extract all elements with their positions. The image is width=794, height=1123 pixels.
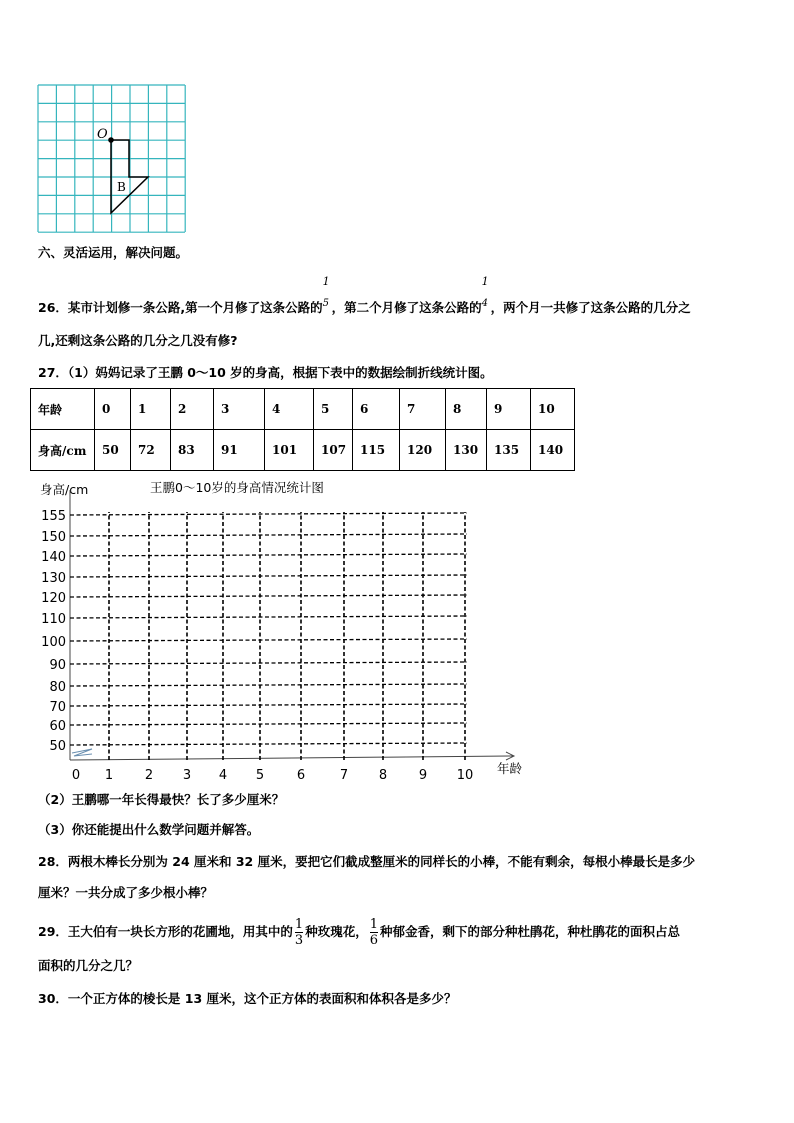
x-tick-label: 8	[378, 768, 388, 783]
fraction-one-third	[295, 917, 303, 948]
y-tick-label: 60	[49, 719, 66, 734]
h-gridline	[70, 639, 467, 641]
y-tick-label: 155	[41, 509, 66, 524]
section-title: 六、灵活运用，解决问题。	[38, 245, 189, 260]
y-tick-label: 100	[41, 635, 66, 650]
q26-text-b: ，第二个月修了这条公路的	[331, 300, 482, 315]
h-gridline	[70, 513, 467, 515]
x-tick-label: 9	[418, 768, 428, 783]
fraction-denominator: 4	[481, 298, 489, 309]
height-cell: 115	[353, 430, 400, 471]
h-gridline	[70, 534, 467, 536]
y-tick-label: 50	[49, 739, 66, 754]
h-gridline	[70, 662, 467, 664]
q29-text-a: 29．王大伯有一块长方形的花圃地，用其中的	[38, 924, 293, 939]
y-tick-label: 150	[41, 530, 66, 545]
h-gridline	[70, 704, 467, 706]
fraction-denominator: 3	[294, 933, 304, 948]
age-cell: 4	[265, 389, 314, 430]
y-tick-label: 70	[49, 700, 66, 715]
question-26-line2: 几,还剩这条公路的几分之几没有修?	[38, 333, 238, 348]
question-27-part2: （2）王鹏哪一年长得最快？长了多少厘米？	[38, 792, 285, 807]
height-cell: 135	[487, 430, 531, 471]
x-tick-label: 0	[71, 768, 81, 783]
x-axis-label: 年龄	[497, 761, 523, 776]
question-29-line1	[38, 916, 680, 948]
x-tick-label: 1	[104, 768, 114, 783]
question-30: 30．一个正方体的棱长是 13 厘米，这个正方体的表面积和体积各是多少？	[38, 991, 457, 1006]
fraction-denominator: 5	[322, 298, 330, 309]
chart-title: 王鹏0～10岁的身高情况统计图	[150, 480, 324, 495]
fraction-numerator: 1	[322, 275, 330, 288]
question-29-line2: 面积的几分之几？	[38, 958, 139, 973]
question-27-part1: 27．（1）妈妈记录了王鹏 0～10 岁的身高，根据下表中的数据绘制折线统计图。	[38, 365, 493, 380]
x-tick-label: 7	[339, 768, 349, 783]
y-tick-label: 140	[41, 550, 66, 565]
h-gridline	[70, 554, 467, 556]
h-gridline	[70, 743, 467, 745]
question-28-line2: 厘米？一共分成了多少根小棒？	[38, 885, 214, 900]
axis-break-icon	[72, 749, 92, 756]
age-cell: 10	[531, 389, 575, 430]
h-gridline	[70, 684, 467, 686]
x-tick-label: 10	[456, 768, 474, 783]
age-cell: 0	[95, 389, 131, 430]
height-cell: 130	[446, 430, 487, 471]
height-cell: 83	[171, 430, 214, 471]
question-27-part3: （3）你还能提出什么数学问题并解答。	[38, 822, 260, 837]
y-tick-label: 80	[49, 680, 66, 695]
age-cell: 1	[131, 389, 171, 430]
height-cell: 107	[314, 430, 353, 471]
y-tick-label: 130	[41, 571, 66, 586]
question-28-line1: 28．两根木棒长分别为 24 厘米和 32 厘米，要把它们截成整厘米的同样长的小棒，不能有剩余，每根小棒最长是多少	[38, 854, 696, 869]
age-cell: 7	[400, 389, 446, 430]
height-cell: 101	[265, 430, 314, 471]
y-tick-label: 110	[41, 612, 66, 627]
h-gridline	[70, 723, 467, 725]
x-tick-label: 4	[218, 768, 228, 783]
h-gridline	[70, 616, 467, 618]
age-cell: 5	[314, 389, 353, 430]
fraction-numerator: 1	[294, 917, 304, 932]
x-axis	[70, 756, 513, 760]
fraction-numerator: 1	[369, 917, 378, 932]
age-cell: 6	[353, 389, 400, 430]
age-cell: 9	[487, 389, 531, 430]
q29-text-c: 种郁金香，剩下的部分种杜鹃花，种杜鹃花的面积占总	[379, 924, 680, 939]
age-cell: 8	[446, 389, 487, 430]
x-tick-label: 2	[144, 768, 154, 783]
height-cell: 140	[531, 430, 575, 471]
fraction-one-sixth	[370, 917, 378, 948]
age-cell: 2	[171, 389, 214, 430]
point-o-label: O	[97, 127, 108, 142]
x-tick-label: 6	[296, 768, 306, 783]
age-cell: 3	[214, 389, 265, 430]
q29-text-b: 种玫瑰花，	[305, 924, 368, 939]
height-cell: 72	[131, 430, 171, 471]
y-tick-label: 90	[49, 658, 66, 673]
y-tick-label: 120	[41, 591, 66, 606]
x-tick-label: 5	[255, 768, 265, 783]
q26-text-c: ，两个月一共修了这条公路的几分之	[490, 300, 691, 315]
height-cell: 50	[95, 430, 131, 471]
fraction-denominator: 6	[369, 933, 378, 948]
row-header: 年龄	[31, 389, 95, 430]
q26-text-a: 26．某市计划修一条公路,第一个月修了这条公路的	[38, 300, 323, 315]
y-axis-label: 身高/cm	[40, 482, 89, 497]
shape-b-label: B	[117, 180, 126, 194]
h-gridline	[70, 595, 467, 597]
fraction-numerator: 1	[481, 275, 489, 288]
height-cell: 91	[214, 430, 265, 471]
height-cell: 120	[400, 430, 446, 471]
h-gridline	[70, 575, 467, 577]
row-header: 身高/cm	[31, 430, 95, 471]
x-tick-label: 3	[182, 768, 192, 783]
